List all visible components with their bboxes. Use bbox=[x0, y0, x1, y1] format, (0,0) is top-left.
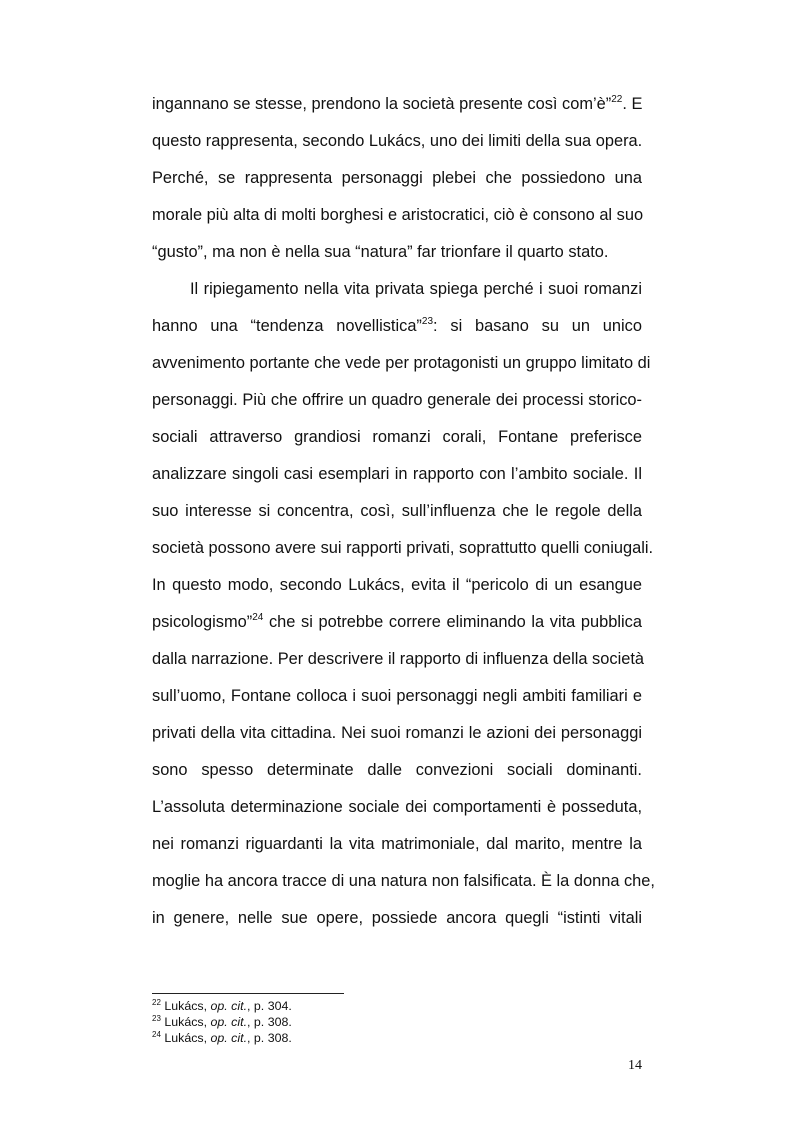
body-line: società possono avere sui rapporti privati, soprattutto quelli coniugali. bbox=[152, 539, 654, 557]
body-line: sull’uomo, Fontane colloca i suoi personaggi negli ambiti familiari e bbox=[152, 687, 642, 705]
body-line: moglie ha ancora tracce di una natura non falsificata. È la donna che, bbox=[152, 872, 655, 890]
body-line: In questo modo, secondo Lukács, evita il “pericolo di un esangue bbox=[152, 576, 642, 594]
body-line: hanno una “tendenza novellistica”$^{23}$: si basano su un unico bbox=[152, 316, 642, 335]
body-line: psicologismo”$^{24}$ che si potrebbe correre eliminando la vita pubblica bbox=[152, 612, 642, 631]
body-line: avvenimento portante che vede per protagonisti un gruppo limitato di bbox=[152, 354, 651, 372]
footnote: $^{23}$ Lukács, op. cit., p. 308. bbox=[152, 1014, 292, 1029]
paragraph-first-line: Il ripiegamento nella vita privata spiega perché i suoi romanzi bbox=[190, 280, 642, 298]
body-line: L’assoluta determinazione sociale dei comportamenti è posseduta, bbox=[152, 798, 642, 816]
body-line: morale più alta di molti borghesi e aristocratici, ciò è consono al suo bbox=[152, 206, 644, 224]
footnote-separator bbox=[152, 993, 344, 994]
body-line: ingannano se stesse, prendono la società presente così com’è”$^{22}$. E bbox=[152, 94, 643, 113]
body-line: personaggi. Più che offrire un quadro generale dei processi storico- bbox=[152, 391, 642, 409]
body-line: sociali attraverso grandiosi romanzi corali, Fontane preferisce bbox=[152, 428, 642, 446]
body-line: dalla narrazione. Per descrivere il rapporto di influenza della società bbox=[152, 650, 644, 668]
footnote-ref: 22 bbox=[611, 94, 623, 105]
body-line: questo rappresenta, secondo Lukács, uno dei limiti della sua opera. bbox=[152, 132, 643, 150]
body-line: nei romanzi riguardanti la vita matrimoniale, dal marito, mentre la bbox=[152, 835, 642, 853]
body-line: sono spesso determinate dalle convezioni sociali dominanti. bbox=[152, 761, 642, 779]
footnote: $^{22}$ Lukács, op. cit., p. 304. bbox=[152, 998, 292, 1013]
body-line: analizzare singoli casi esemplari in rapporto con l’ambito sociale. Il bbox=[152, 465, 642, 483]
body-line: in genere, nelle sue opere, possiede ancora quegli “istinti vitali bbox=[152, 909, 642, 927]
body-line: privati della vita cittadina. Nei suoi romanzi le azioni dei personaggi bbox=[152, 724, 642, 742]
page-number: 14 bbox=[628, 1058, 642, 1073]
footnote-number: 22 bbox=[152, 998, 161, 1007]
footnote-number: 24 bbox=[152, 1030, 161, 1039]
footnote-ref: 23 bbox=[421, 316, 434, 327]
footnote: $^{24}$ Lukács, op. cit., p. 308. bbox=[152, 1030, 292, 1045]
footnote-ref: 24 bbox=[252, 612, 264, 623]
body-line: “gusto”, ma non è nella sua “natura” far trionfare il quarto stato. bbox=[152, 243, 609, 261]
footnote-number: 23 bbox=[152, 1014, 161, 1023]
body-line: suo interesse si concentra, così, sull’influenza che le regole della bbox=[152, 502, 642, 520]
body-line: Perché, se rappresenta personaggi plebei che possiedono una bbox=[152, 169, 642, 187]
